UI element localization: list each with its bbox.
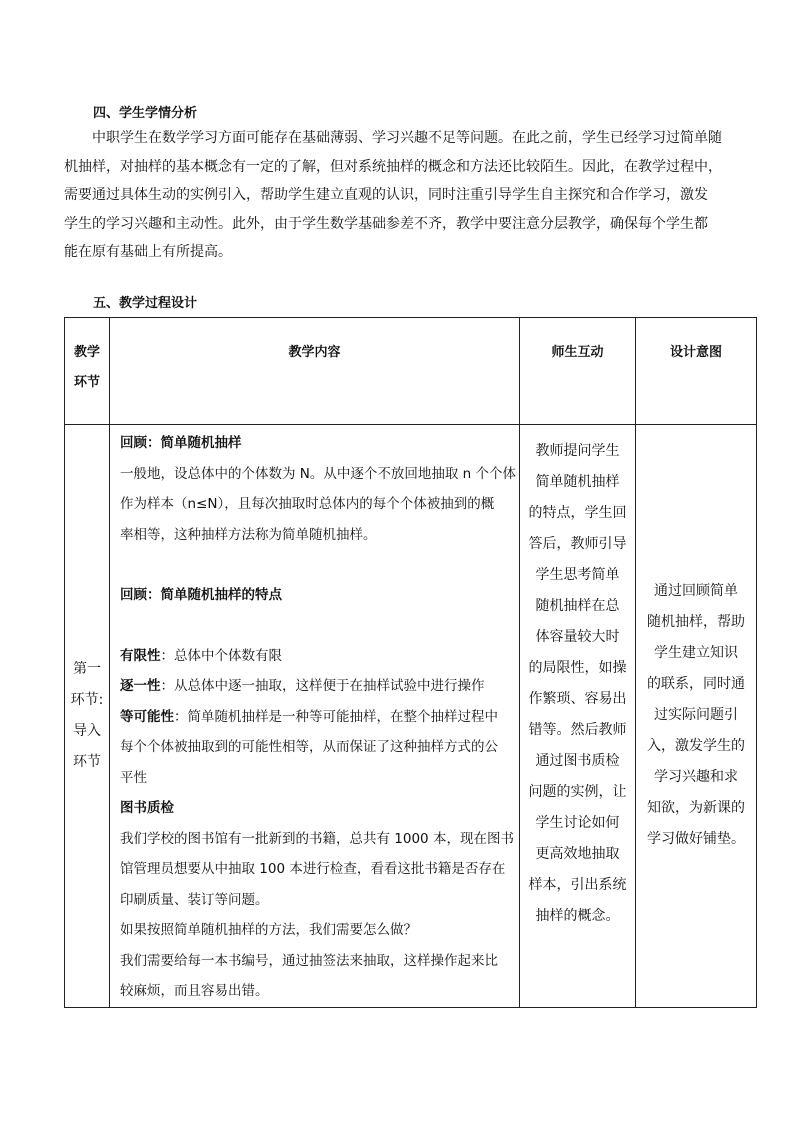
spacer: [120, 611, 515, 641]
intent-line: 随机抽样，帮助: [647, 614, 745, 631]
answer-line: 较麻烦，而且容易出错。: [120, 983, 269, 999]
stage-line: 环节: [73, 753, 101, 770]
teaching-process-table: [64, 317, 757, 1008]
intent-line: 知欲，为新课的: [647, 800, 745, 817]
interaction-line: 抽样的概念。: [535, 908, 620, 924]
intent-line: 过实际问题引: [654, 707, 738, 724]
example-line: 馆管理员想要从中抽取 100 本进行检查，看看这批书籍是否存在: [120, 861, 506, 877]
interaction-line: 的特点，学生回: [528, 505, 627, 521]
example-line: 我们学校的图书馆有一批新到的书籍，总共有 1000 本，现在图书: [120, 830, 514, 847]
paragraph-line: 能在原有基础上有所提高。: [64, 244, 232, 260]
example-line: 印刷质量、装订等问题。: [120, 891, 269, 908]
interaction-line: 更高效地抽取: [535, 846, 620, 862]
interaction-line: 随机抽样在总: [535, 598, 620, 614]
interaction-line: 的局限性，如操: [528, 660, 627, 676]
definition-line: 作为样本（n≤N），且每次抽取时总体内的每个个体被抽到的概: [120, 496, 495, 512]
interaction-line: 作繁琐、容易出: [528, 691, 627, 707]
header-stage-line: 教学: [73, 345, 100, 360]
intent-line: 学习兴趣和求: [654, 769, 738, 786]
interaction-line: 教师提问学生: [535, 443, 620, 459]
header-intent: 设计意图: [636, 318, 757, 425]
intent-line: 通过回顾简单: [654, 583, 738, 600]
section-5-title: 五、教学过程设计: [93, 296, 198, 311]
feature-line: 平性: [120, 769, 147, 786]
features-heading: 回顾：简单随机抽样的特点: [120, 587, 282, 603]
stage-line: 导入: [73, 722, 101, 739]
definition-line: 一般地，设总体中的个体数为 N。从中逐个不放回地抽取 n 个个体: [120, 465, 517, 482]
stage-line: 第一: [73, 660, 101, 677]
interaction-line: 学生讨论如何: [535, 815, 620, 831]
question-line: 如果按照简单随机抽样的方法，我们需要怎么做？: [120, 922, 417, 938]
table-row: [65, 425, 757, 1008]
interaction-line: 通过图书质检: [535, 753, 620, 769]
intent-cell: [636, 425, 757, 1008]
review-heading: 回顾：简单随机抽样: [120, 435, 242, 451]
intent-line: 学生建立知识: [654, 645, 738, 662]
intent-line: 的联系，同时通: [647, 676, 745, 693]
paragraph-line: 中职学生在数学学习方面可能存在基础薄弱、学习兴趣不足等问题。在此之前，学生已经学习过简单随: [92, 130, 722, 146]
paragraph-line: 需要通过具体生动的实例引入，帮助学生建立直观的认识，同时注重引导学生自主探究和合作学习，激发: [64, 187, 708, 203]
intent-line: 学习做好铺垫。: [647, 831, 745, 848]
header-interaction: 师生互动: [520, 318, 636, 425]
feature-one-by-one: 逐一性：从总体中逐一抽取，这样便于在抽样试验中进行操作: [120, 678, 485, 694]
interaction-line: 体容量较大时: [535, 629, 620, 645]
interaction-line: 错等。然后教师: [528, 722, 627, 738]
definition-line: 率相等，这种抽样方法称为简单随机抽样。: [120, 526, 377, 543]
answer-line: 我们需要给每一本书编号，通过抽签法来抽取，这样操作起来比: [120, 952, 498, 969]
interaction-line: 样本，引出系统: [528, 877, 627, 893]
feature-line: 每个个体被抽取到的可能性相等，从而保证了这种抽样方式的公: [120, 739, 498, 755]
interaction-line: 学生思考简单: [535, 567, 620, 583]
feature-finiteness: 有限性：总体中个体数有限: [120, 647, 282, 664]
example-heading: 图书质检: [120, 800, 174, 816]
stage-line: 环节:: [70, 691, 104, 708]
spacer: [120, 550, 515, 580]
header-stage-line: 环节: [73, 375, 100, 390]
interaction-line: 答后，教师引导: [528, 536, 627, 552]
interaction-line: 问题的实例，让: [528, 784, 627, 800]
feature-equal-probability: 等可能性：简单随机抽样是一种等可能抽样，在整个抽样过程中: [120, 708, 498, 725]
paragraph-line: 学生的学习兴趣和主动性。此外，由于学生数学基础参差不齐，教学中要注意分层教学，确保每个学生都: [64, 215, 708, 232]
table-header-row: [65, 318, 757, 425]
student-analysis-paragraph: [64, 124, 734, 267]
stage-cell: [65, 425, 110, 1008]
paragraph-line: 机抽样，对抽样的基本概念有一定的了解，但对系统抽样的概念和方法还比较陌生。因此，在教学过程中，: [64, 158, 722, 175]
interaction-line: 简单随机抽样: [535, 474, 620, 490]
interaction-cell: [520, 425, 636, 1008]
content-cell: [110, 425, 520, 1008]
intent-line: 入，激发学生的: [647, 738, 745, 755]
header-stage: [65, 318, 110, 425]
header-content: 教学内容: [110, 318, 520, 425]
section-4-title: 四、学生学情分析: [93, 106, 198, 121]
